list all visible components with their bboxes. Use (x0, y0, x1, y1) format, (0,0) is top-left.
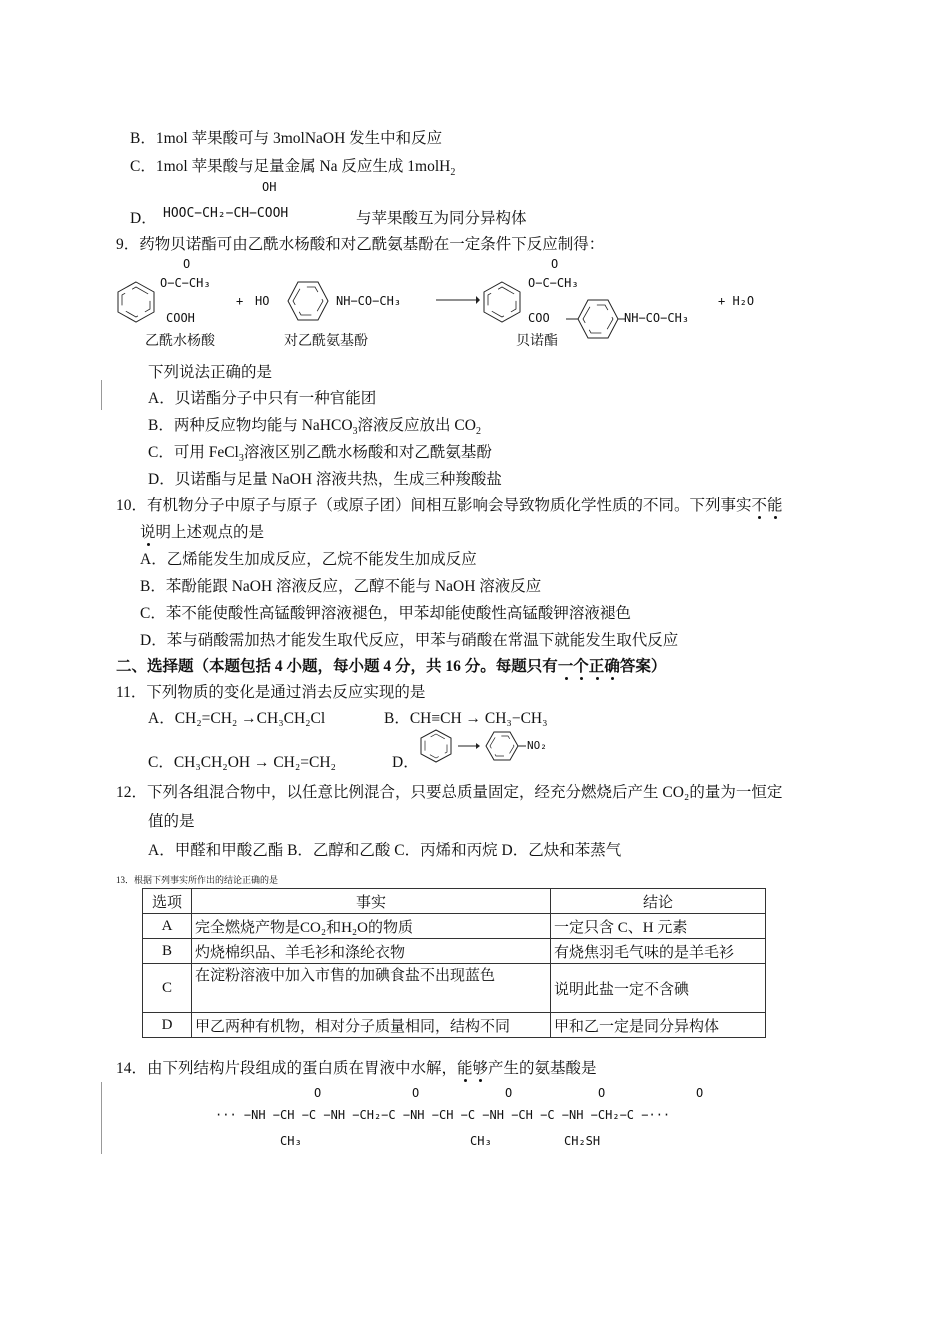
water-product: + H₂O (718, 294, 755, 308)
q9-option-d: D．贝诺酯与足量 NaOH 溶液共热，生成三种羧酸盐 (148, 471, 502, 488)
q10-option-b: B．苯酚能跟 NaOH 溶液反应，乙醇不能与 NaOH 溶液反应 (140, 578, 542, 595)
carbonyl-o: O (696, 1086, 704, 1100)
acetyl-group-1: O−C−CH₃ (160, 276, 211, 290)
side-chain-3: CH₂SH (564, 1134, 601, 1148)
table-header: 选项 (143, 889, 192, 914)
name-acetylsalicylic-acid: 乙酰水杨酸 (145, 334, 215, 349)
carbonyl-o: O (412, 1086, 420, 1100)
q8-option-d-label: D． (130, 210, 157, 227)
q11-option-d: D． (392, 754, 419, 771)
table-cell: 完全燃烧产物是CO₂和H₂O的物质 (192, 914, 551, 939)
q9-option-a: A．贝诺酯分子中只有一种官能团 (148, 390, 377, 407)
side-chain-1: CH₃ (280, 1134, 302, 1148)
peptide-chain: ··· −NH −CH −C −NH −CH₂−C −NH −CH −C −NH −CH −C −NH −CH₂−C −··· (215, 1108, 671, 1122)
ho-group: HO (255, 294, 270, 308)
benzene-ring-2 (282, 278, 330, 324)
q9-stem: 9．药物贝诺酯可由乙酰水杨酸和对乙酰氨基酚在一定条件下反应制得： (116, 236, 605, 253)
q9-question: 下列说法正确的是 (148, 364, 273, 381)
table-cell: 在淀粉溶液中加入市售的加碘食盐不出现蓝色 (192, 964, 551, 1013)
table-cell: A (143, 914, 192, 939)
acetyl-group-2: O−C−CH₃ (528, 276, 579, 290)
q13-table (142, 888, 766, 1038)
table-cell: 说明此盐一定不含碘 (551, 964, 766, 1013)
q12-stem: 12．下列各组混合物中，以任意比例混合，只要总质量固定，经充分燃烧后产生 CO₂的量为一恒定 (116, 784, 783, 801)
nh-acetyl-1: NH−CO−CH₃ (336, 294, 402, 308)
coo-group: COO (528, 311, 550, 325)
benzene-ring-3 (480, 280, 524, 324)
table-cell: D (143, 1013, 192, 1038)
q11-option-c: C．CH₃CH₂OH → CH₂=CH₂ (148, 754, 336, 771)
q14-stem: 14．由下列结构片段组成的蛋白质在胃液中水解，能够产生的氨基酸是 (116, 1060, 597, 1077)
table-cell: 甲和乙一定是同分异构体 (551, 1013, 766, 1038)
table-header: 结论 (551, 889, 766, 914)
q9-option-c: C．可用 FeCl$_3$溶液区别乙酰水杨酸和对乙酰氨基酚 (148, 444, 492, 465)
o-label-2: O (551, 257, 559, 271)
table-cell: 甲乙两种有机物，相对分子质量相同，结构不同 (192, 1013, 551, 1038)
table-row (143, 914, 766, 939)
q12-stem-line2: 值的是 (148, 813, 195, 830)
table-cell: 灼烧棉织品、羊毛衫和涤纶衣物 (192, 939, 551, 964)
q8-option-d-text: 与苹果酸互为同分异构体 (356, 210, 527, 227)
table-cell: B (143, 939, 192, 964)
q8-option-b: B．1mol 苹果酸可与 3molNaOH 发生中和反应 (130, 130, 443, 147)
carbonyl-o: O (598, 1086, 606, 1100)
reaction-arrow (436, 293, 480, 307)
table-row (143, 939, 766, 964)
table-cell: 一定只含 C、H 元素 (551, 914, 766, 939)
table-cell: C (143, 964, 192, 1013)
benzene-ring-4 (566, 295, 626, 343)
table-row (143, 1013, 766, 1038)
table-header: 事实 (192, 889, 551, 914)
q8-option-c: C．1mol 苹果酸与足量金属 Na 反应生成 1molH$_2$ (130, 158, 456, 179)
q10-option-d: D．苯与硝酸需加热才能发生取代反应，甲苯与硝酸在常温下就能发生取代反应 (140, 632, 679, 649)
cooh-group: COOH (166, 311, 195, 325)
table-row (143, 964, 766, 1013)
q10-option-c: C．苯不能使酸性高锰酸钾溶液褪色，甲苯却能使酸性高锰酸钾溶液褪色 (140, 605, 631, 622)
q9-option-b: B．两种反应物均能与 NaHCO$_3$溶液反应放出 $CO_2$ (148, 417, 481, 438)
nh-acetyl-2: NH−CO−CH₃ (624, 311, 690, 325)
q11-option-b: B．CH≡CH → CH₃−CH₃ (384, 710, 548, 727)
plus-sign: + (236, 294, 244, 308)
nitro-group: NO₂ (527, 739, 547, 752)
q8-formula: HOOC−CH₂−CH−COOH (163, 206, 289, 221)
section-2-title: 二、选择题（本题包括 4 小题，每小题 4 分，共 16 分。每题只有一个正确答案） (116, 658, 667, 675)
carbonyl-o: O (314, 1086, 322, 1100)
carbonyl-o: O (505, 1086, 513, 1100)
q12-options: A．甲醛和甲酸乙酯 B．乙醇和乙酸 C．丙烯和丙烷 D．乙炔和苯蒸气 (148, 842, 622, 859)
q13-stem: 13．根据下列事实所作出的结论正确的是 (116, 875, 279, 885)
q10-stem: 10．有机物分子中原子与原子（或原子团）间相互影响会导致物质化学性质的不同。下列事实不能 (116, 497, 783, 514)
q11-option-a: A．CH₂=CH₂ →CH₃CH₂Cl (148, 710, 326, 727)
name-benorilate: 贝诺酯 (516, 334, 558, 349)
benzene-ring-1 (114, 280, 158, 324)
q10-stem-line2: 说明上述观点的是 (140, 524, 265, 541)
side-chain-2: CH₃ (470, 1134, 492, 1148)
table-header-row (143, 889, 766, 914)
table-cell: 有烧焦羽毛气味的是羊毛衫 (551, 939, 766, 964)
o-label-1: O (183, 257, 191, 271)
name-paracetamol: 对乙酰氨基酚 (284, 334, 368, 349)
q11-stem: 11．下列物质的变化是通过消去反应实现的是 (116, 684, 426, 701)
q8-formula-oh: OH (262, 180, 277, 194)
q10-option-a: A．乙烯能发生加成反应，乙烷不能发生加成反应 (140, 551, 477, 568)
